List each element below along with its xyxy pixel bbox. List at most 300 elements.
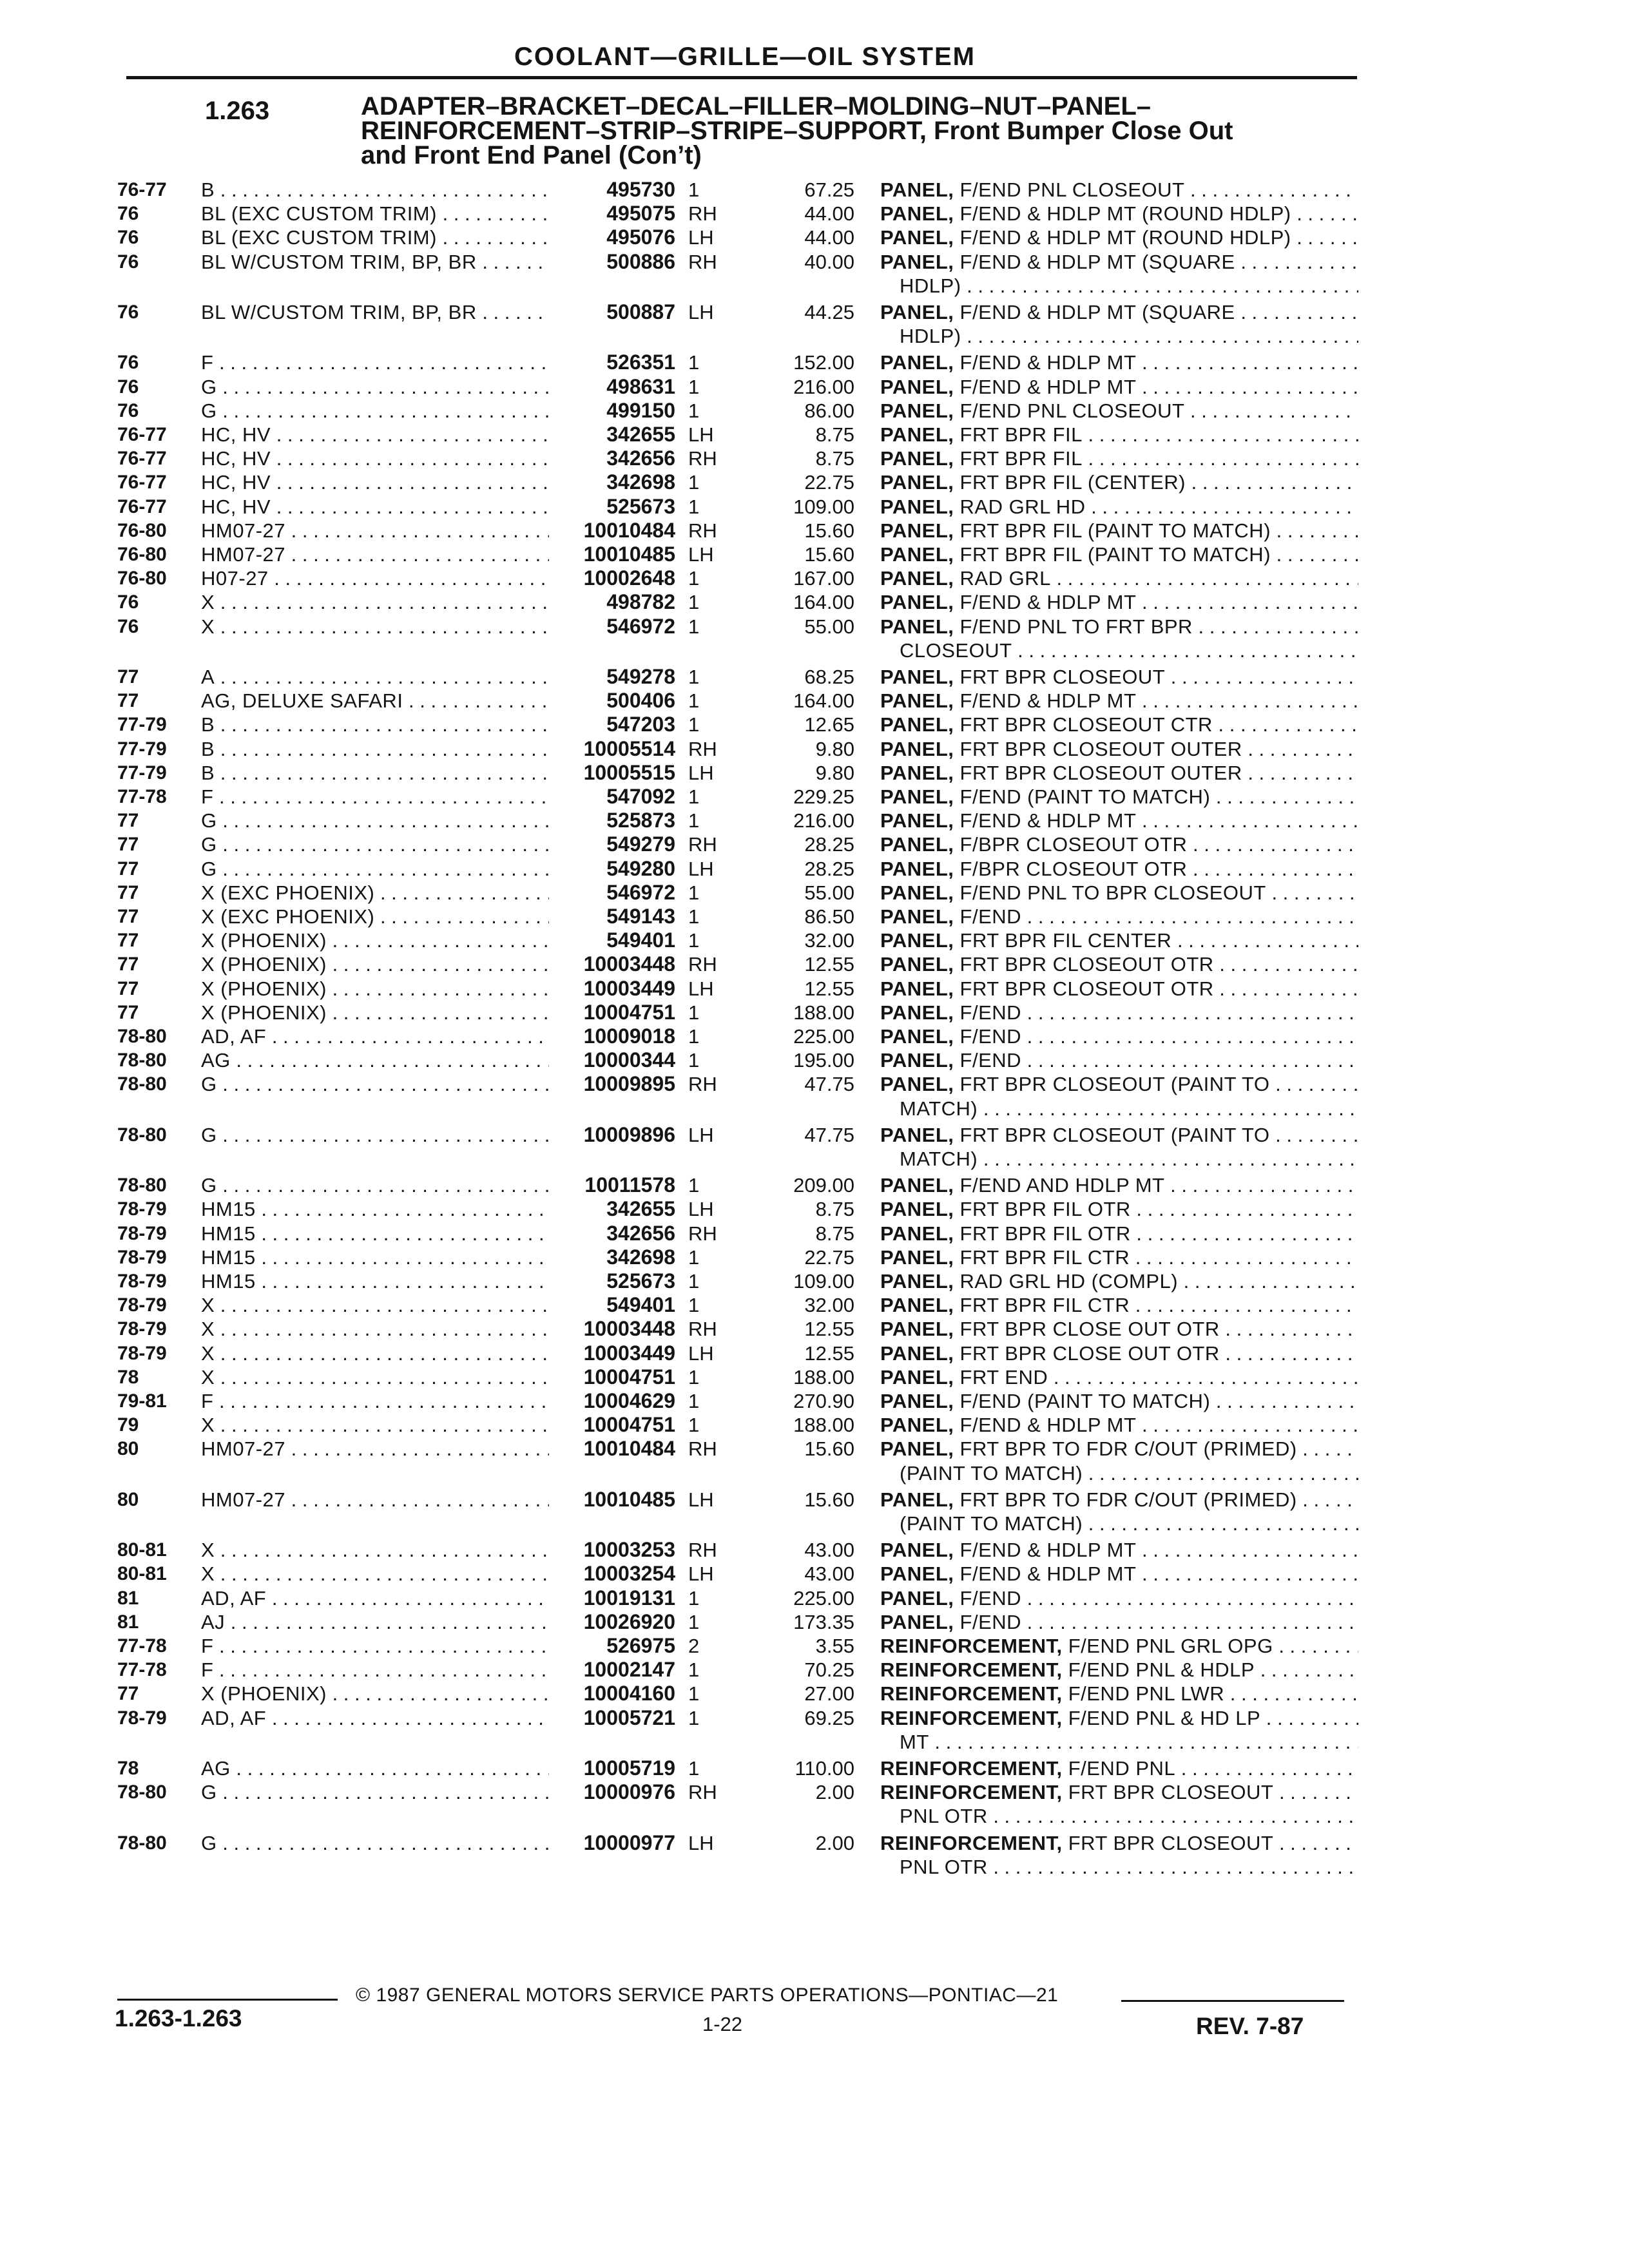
section-title-line: ADAPTER–BRACKET–DECAL–FILLER–MOLDING–NUT–PANEL– <box>361 92 1152 120</box>
item-name: PANEL, <box>880 833 954 856</box>
description-text: FRT BPR TO FDR C/OUT (PRIMED) <box>959 1437 1297 1461</box>
part-number-cell: 342698 <box>606 1245 675 1269</box>
description-text: F/END PNL GRL OPG <box>1068 1635 1273 1657</box>
quantity-cell: 1 <box>688 471 700 494</box>
price-cell: 164.00 <box>793 689 854 713</box>
quantity-cell: LH <box>688 761 714 784</box>
model-cell: X (PHOENIX) . . . <box>201 952 549 976</box>
price-cell: 209.00 <box>793 1174 854 1197</box>
quantity-cell: 1 <box>688 1757 700 1780</box>
description-text: F/END PNL & HD LP <box>1068 1706 1261 1729</box>
year-cell: 76 <box>117 251 139 273</box>
year-cell: 77 <box>117 858 139 879</box>
section-title-line: and Front End Panel (Con’t) <box>361 141 702 169</box>
year-cell: 78-79 <box>117 1198 167 1220</box>
item-name: PANEL, <box>880 423 954 446</box>
item-name: PANEL, <box>880 1488 954 1511</box>
part-number-cell: 10003253 <box>583 1538 675 1562</box>
item-name: PANEL, <box>880 1365 954 1389</box>
table-row <box>0 1072 1629 1098</box>
description-cell <box>880 952 1358 976</box>
price-cell: 68.25 <box>804 666 854 688</box>
description-text: F/END PNL TO BPR CLOSEOUT <box>959 881 1266 904</box>
model-cell: AJ . . . <box>201 1610 549 1634</box>
description-text: F/END PNL CLOSEOUT <box>959 399 1185 422</box>
year-cell: 76-77 <box>117 448 167 470</box>
table-row <box>0 881 1629 907</box>
model-cell: G . . . <box>201 809 549 832</box>
quantity-cell: RH <box>688 1222 717 1245</box>
description-text: FRT BPR FIL <box>959 423 1083 446</box>
item-name: PANEL, <box>880 953 954 976</box>
description-cell <box>880 1634 1358 1658</box>
item-name: PANEL, <box>880 1049 954 1072</box>
year-cell: 76-77 <box>117 179 167 200</box>
description-cell <box>880 1222 1358 1245</box>
part-number-cell: 546972 <box>606 880 675 904</box>
quantity-cell: RH <box>688 737 717 760</box>
price-cell: 86.50 <box>804 905 854 928</box>
description-text: FRT BPR CLOSEOUT <box>959 666 1166 688</box>
price-cell: 188.00 <box>793 1001 854 1024</box>
year-cell: 81 <box>117 1587 139 1609</box>
description-cell <box>880 1586 1358 1610</box>
quantity-cell: LH <box>688 1831 714 1854</box>
item-name: PANEL, <box>880 495 954 518</box>
item-name: PANEL, <box>880 1562 954 1586</box>
table-row <box>0 1269 1629 1295</box>
price-cell: 12.55 <box>804 953 854 976</box>
price-cell: 22.75 <box>804 471 854 494</box>
quantity-cell: 1 <box>688 785 700 808</box>
price-cell: 69.25 <box>804 1706 854 1729</box>
table-row <box>0 447 1629 472</box>
year-cell: 76 <box>117 615 139 637</box>
part-number-cell: 10002147 <box>583 1658 675 1682</box>
table-row <box>0 1658 1629 1684</box>
quantity-cell: 1 <box>688 1682 700 1706</box>
part-number-cell: 549401 <box>606 928 675 952</box>
quantity-cell: LH <box>688 301 714 323</box>
item-name: PANEL, <box>880 447 954 470</box>
item-name: REINFORCEMENT, <box>880 1781 1063 1804</box>
description-text: F/BPR CLOSEOUT OTR <box>959 857 1188 880</box>
price-cell: 28.25 <box>804 857 854 880</box>
description-cell <box>880 1831 1358 1855</box>
price-cell: 109.00 <box>793 495 854 518</box>
year-cell: 78-79 <box>117 1294 167 1316</box>
model-cell: G . . . <box>201 857 549 881</box>
description-cell <box>880 1269 1358 1293</box>
part-number-cell: 10003448 <box>583 1317 675 1341</box>
table-row <box>0 905 1629 930</box>
item-name: PANEL, <box>880 375 954 398</box>
year-cell: 78-80 <box>117 1782 167 1803</box>
description-cell <box>880 1001 1358 1024</box>
year-cell: 76 <box>117 203 139 225</box>
table-row <box>0 832 1629 858</box>
table-row <box>0 785 1629 811</box>
table-row <box>0 590 1629 616</box>
description-cell <box>880 423 1358 447</box>
table-row <box>0 689 1629 715</box>
quantity-cell: 1 <box>688 1294 700 1317</box>
table-row <box>0 495 1629 521</box>
description-cell <box>880 977 1358 1001</box>
description-text: F/END <box>959 1049 1022 1072</box>
part-number-cell: 10026920 <box>583 1610 675 1633</box>
model-cell: G . . . <box>201 375 549 399</box>
part-number-cell: 10000977 <box>583 1831 675 1854</box>
year-cell: 77 <box>117 666 139 687</box>
part-number-cell: 10019131 <box>583 1586 675 1610</box>
description-cell <box>880 1610 1358 1634</box>
price-cell: 164.00 <box>793 591 854 614</box>
table-row <box>0 761 1629 787</box>
model-cell: G . . . <box>201 1123 549 1147</box>
year-cell: 77 <box>117 930 139 952</box>
description-text: FRT BPR FIL CTR <box>959 1245 1130 1269</box>
description-cell <box>880 737 1358 761</box>
table-row <box>0 1048 1629 1074</box>
model-cell: BL W/CUSTOM TRIM, BP, BR . . . <box>201 300 549 324</box>
item-name: PANEL, <box>880 881 954 904</box>
part-number-cell: 498782 <box>606 590 675 614</box>
table-row <box>0 1123 1629 1149</box>
description-text: FRT BPR FIL <box>959 447 1083 470</box>
part-number-cell: 525673 <box>606 494 675 518</box>
description-cell <box>880 590 1358 614</box>
price-cell: 15.60 <box>804 519 854 542</box>
quantity-cell: 1 <box>688 929 700 952</box>
price-cell: 15.60 <box>804 1488 854 1511</box>
item-name: PANEL, <box>880 250 954 273</box>
part-number-cell: 10004751 <box>583 1000 675 1024</box>
description-cell <box>880 1538 1358 1562</box>
description-cell <box>880 1562 1358 1586</box>
description-text: F/END (PAINT TO MATCH) <box>959 1390 1211 1412</box>
model-cell: F . . . <box>201 1634 549 1658</box>
quantity-cell: 1 <box>688 1414 700 1437</box>
description-cell <box>880 689 1358 713</box>
year-cell: 80 <box>117 1438 139 1460</box>
description-text: F/END & HDLP MT <box>959 591 1137 614</box>
quantity-cell: LH <box>688 1123 714 1146</box>
quantity-cell: 1 <box>688 351 700 374</box>
table-row <box>0 952 1629 978</box>
quantity-cell: 1 <box>688 905 700 928</box>
description-cell <box>880 519 1358 543</box>
part-number-cell: 549279 <box>606 832 675 856</box>
table-row <box>0 713 1629 738</box>
table-row <box>0 1610 1629 1636</box>
part-number-cell: 547092 <box>606 785 675 808</box>
quantity-cell: 1 <box>688 1270 700 1293</box>
part-number-cell: 10009896 <box>583 1122 675 1146</box>
model-cell: F . . . <box>201 785 549 809</box>
part-number-cell: 10005721 <box>583 1706 675 1729</box>
description-cell <box>880 761 1358 785</box>
table-row-continuation <box>0 639 1629 664</box>
description-continuation: HDLP) . . . <box>900 324 1358 348</box>
description-text: FRT BPR FIL (PAINT TO MATCH) <box>959 519 1271 542</box>
quantity-cell: RH <box>688 1539 717 1562</box>
description-cell <box>880 1780 1358 1804</box>
model-cell: G . . . <box>201 1780 549 1804</box>
description-text: FRT BPR CLOSEOUT (PAINT TO <box>959 1073 1270 1096</box>
table-row-continuation <box>0 274 1629 300</box>
model-cell: HC, HV . . . <box>201 447 549 470</box>
table-row <box>0 1024 1629 1050</box>
description-cell <box>880 226 1358 249</box>
quantity-cell: LH <box>688 857 714 880</box>
description-cell <box>880 1048 1358 1072</box>
description-cell <box>880 543 1358 566</box>
description-text: FRT BPR TO FDR C/OUT (PRIMED) <box>959 1488 1297 1511</box>
part-number-cell: 342655 <box>606 1197 675 1221</box>
quantity-cell: RH <box>688 1437 717 1461</box>
description-cell <box>880 1365 1358 1389</box>
item-name: PANEL, <box>880 1001 954 1024</box>
description-cell <box>880 1123 1358 1147</box>
description-continuation: (PAINT TO MATCH) . . . <box>900 1512 1358 1535</box>
price-cell: 27.00 <box>804 1682 854 1706</box>
year-cell: 78-80 <box>117 1832 167 1854</box>
description-text: FRT BPR CLOSE OUT OTR <box>959 1341 1220 1365</box>
part-number-cell: 500887 <box>606 300 675 323</box>
part-number-cell: 10009018 <box>583 1024 675 1048</box>
model-cell: HM07-27 . . . <box>201 543 549 566</box>
model-cell: X (EXC PHOENIX) . . . <box>201 881 549 905</box>
price-cell: 188.00 <box>793 1365 854 1389</box>
part-number-cell: 10000976 <box>583 1780 675 1804</box>
part-number-cell: 495075 <box>606 202 675 226</box>
model-cell: X . . . <box>201 615 549 639</box>
part-number-cell: 549401 <box>606 1293 675 1317</box>
price-cell: 188.00 <box>793 1414 854 1437</box>
description-cell <box>880 785 1358 809</box>
model-cell: HC, HV . . . <box>201 423 549 447</box>
part-number-cell: 499150 <box>606 398 675 422</box>
table-row <box>0 809 1629 834</box>
price-cell: 225.00 <box>793 1586 854 1610</box>
description-cell <box>880 178 1358 202</box>
description-cell <box>880 351 1358 374</box>
quantity-cell: 1 <box>688 615 700 638</box>
part-number-cell: 10010484 <box>583 518 675 542</box>
price-cell: 40.00 <box>804 250 854 273</box>
year-cell: 78-79 <box>117 1222 167 1244</box>
price-cell: 12.55 <box>804 1318 854 1341</box>
description-text: F/END <box>959 1586 1022 1610</box>
year-cell: 78-80 <box>117 1175 167 1196</box>
part-number-cell: 549280 <box>606 856 675 880</box>
year-cell: 76 <box>117 302 139 323</box>
description-continuation: PNL OTR . . . <box>900 1804 1358 1828</box>
description-text: F/END PNL <box>1068 1757 1176 1780</box>
part-number-cell: 526975 <box>606 1634 675 1657</box>
table-row <box>0 1413 1629 1439</box>
description-cell <box>880 495 1358 519</box>
item-name: PANEL, <box>880 1294 954 1317</box>
quantity-cell: 1 <box>688 591 700 614</box>
description-cell <box>880 809 1358 832</box>
price-cell: 229.25 <box>793 785 854 808</box>
description-text: F/END <box>959 905 1022 928</box>
part-number-cell: 10004751 <box>583 1413 675 1437</box>
price-cell: 55.00 <box>804 881 854 904</box>
item-name: PANEL, <box>880 977 954 1000</box>
description-continuation: (PAINT TO MATCH) . . . <box>900 1461 1358 1485</box>
quantity-cell: 1 <box>688 1586 700 1610</box>
part-number-cell: 549278 <box>606 665 675 688</box>
item-name: PANEL, <box>880 351 954 374</box>
price-cell: 47.75 <box>804 1123 854 1146</box>
description-continuation: MT . . . <box>900 1730 1358 1754</box>
price-cell: 47.75 <box>804 1073 854 1096</box>
item-name: REINFORCEMENT, <box>880 1831 1063 1854</box>
description-text: F/END PNL LWR <box>1068 1682 1225 1706</box>
price-cell: 67.25 <box>804 178 854 201</box>
part-number-cell: 10002648 <box>583 566 675 590</box>
description-cell <box>880 1756 1358 1780</box>
item-name: PANEL, <box>880 761 954 784</box>
year-cell: 78-79 <box>117 1271 167 1292</box>
quantity-cell: LH <box>688 977 714 1000</box>
model-cell: G . . . <box>201 1831 549 1855</box>
description-text: FRT END <box>959 1365 1048 1389</box>
table-row <box>0 1706 1629 1732</box>
table-row <box>0 1389 1629 1415</box>
part-number-cell: 10003449 <box>583 976 675 1000</box>
year-cell: 78-80 <box>117 1073 167 1095</box>
year-cell: 80-81 <box>117 1563 167 1585</box>
description-cell <box>880 1682 1358 1706</box>
quantity-cell: 1 <box>688 1610 700 1633</box>
item-name: PANEL, <box>880 226 954 249</box>
model-cell: HM15 . . . <box>201 1269 549 1293</box>
item-name: REINFORCEMENT, <box>880 1706 1063 1729</box>
description-text: F/END & HDLP MT <box>959 375 1137 398</box>
model-cell: X . . . <box>201 1341 549 1365</box>
description-cell <box>880 857 1358 881</box>
model-cell: AG . . . <box>201 1756 549 1780</box>
item-name: PANEL, <box>880 809 954 832</box>
year-cell: 77 <box>117 690 139 712</box>
quantity-cell: 1 <box>688 1174 700 1197</box>
description-cell <box>880 1658 1358 1682</box>
footer-revision: REV. 7-87 <box>1196 2013 1304 2039</box>
description-cell <box>880 665 1358 689</box>
model-cell: BL (EXC CUSTOM TRIM) . . . <box>201 226 549 249</box>
item-name: PANEL, <box>880 1222 954 1245</box>
model-cell: A . . . <box>201 665 549 689</box>
item-name: PANEL, <box>880 905 954 928</box>
price-cell: 8.75 <box>815 447 854 470</box>
year-cell: 76 <box>117 352 139 374</box>
description-text: FRT BPR CLOSEOUT OUTER <box>959 737 1242 760</box>
description-text: F/END PNL TO FRT BPR <box>959 615 1193 638</box>
table-row-continuation <box>0 324 1629 350</box>
table-row <box>0 928 1629 954</box>
description-text: F/END (PAINT TO MATCH) <box>959 785 1211 808</box>
description-cell <box>880 1072 1358 1096</box>
description-cell <box>880 470 1358 494</box>
table-row <box>0 1197 1629 1223</box>
model-cell: X (PHOENIX) . . . <box>201 1001 549 1024</box>
part-number-cell: 342698 <box>606 470 675 494</box>
quantity-cell: 1 <box>688 1390 700 1412</box>
model-cell: HM07-27 . . . <box>201 1488 549 1512</box>
price-cell: 216.00 <box>793 809 854 832</box>
quantity-cell: 1 <box>688 1658 700 1682</box>
quantity-cell: 1 <box>688 375 700 398</box>
description-cell <box>880 713 1358 736</box>
part-number-cell: 10010485 <box>583 543 675 566</box>
description-cell <box>880 928 1358 952</box>
description-text: FRT BPR FIL (PAINT TO MATCH) <box>959 543 1271 566</box>
item-name: PANEL, <box>880 399 954 422</box>
price-cell: 15.60 <box>804 1437 854 1461</box>
part-number-cell: 10004629 <box>583 1389 675 1412</box>
item-name: PANEL, <box>880 1270 954 1293</box>
year-cell: 78-80 <box>117 1050 167 1072</box>
year-cell: 77-78 <box>117 1659 167 1681</box>
item-name: PANEL, <box>880 713 954 736</box>
year-cell: 79 <box>117 1414 139 1436</box>
description-cell <box>880 1317 1358 1341</box>
price-cell: 43.00 <box>804 1539 854 1562</box>
table-row <box>0 1317 1629 1343</box>
price-cell: 167.00 <box>793 567 854 590</box>
item-name: PANEL, <box>880 1198 954 1221</box>
description-text: FRT BPR FIL OTR <box>959 1222 1131 1245</box>
table-row-continuation <box>0 1730 1629 1756</box>
part-number-cell: 10005514 <box>583 736 675 760</box>
footer-page-number: 1-22 <box>702 2013 743 2035</box>
price-cell: 8.75 <box>815 1198 854 1221</box>
item-name: PANEL, <box>880 929 954 952</box>
description-text: FRT BPR CLOSE OUT OTR <box>959 1318 1220 1341</box>
description-text: F/END PNL & HDLP <box>1068 1658 1255 1682</box>
quantity-cell: 2 <box>688 1635 700 1657</box>
quantity-cell: LH <box>688 423 714 446</box>
item-name: PANEL, <box>880 543 954 566</box>
quantity-cell: LH <box>688 1198 714 1221</box>
year-cell: 77 <box>117 881 139 903</box>
price-cell: 9.80 <box>815 737 854 760</box>
price-cell: 2.00 <box>815 1831 854 1854</box>
description-cell <box>880 615 1358 639</box>
model-cell: G . . . <box>201 399 549 423</box>
part-number-cell: 10003449 <box>583 1341 675 1365</box>
price-cell: 270.90 <box>793 1390 854 1412</box>
year-cell: 77 <box>117 906 139 927</box>
table-row <box>0 1222 1629 1247</box>
description-text: F/BPR CLOSEOUT OTR <box>959 833 1188 856</box>
section-title-line: REINFORCEMENT–STRIP–STRIPE–SUPPORT, Front Bumper Close Out <box>361 117 1233 145</box>
description-text: FRT BPR CLOSEOUT (PAINT TO <box>959 1123 1270 1146</box>
part-number-cell: 10004160 <box>583 1682 675 1706</box>
description-text: F/END & HDLP MT (SQUARE <box>959 250 1235 273</box>
price-cell: 44.00 <box>804 202 854 226</box>
description-cell <box>880 566 1358 590</box>
table-row <box>0 543 1629 568</box>
description-text: F/END & HDLP MT <box>959 1539 1137 1562</box>
description-text: F/END & HDLP MT (SQUARE <box>959 301 1235 323</box>
item-name: PANEL, <box>880 1414 954 1437</box>
model-cell: HM15 . . . <box>201 1197 549 1221</box>
